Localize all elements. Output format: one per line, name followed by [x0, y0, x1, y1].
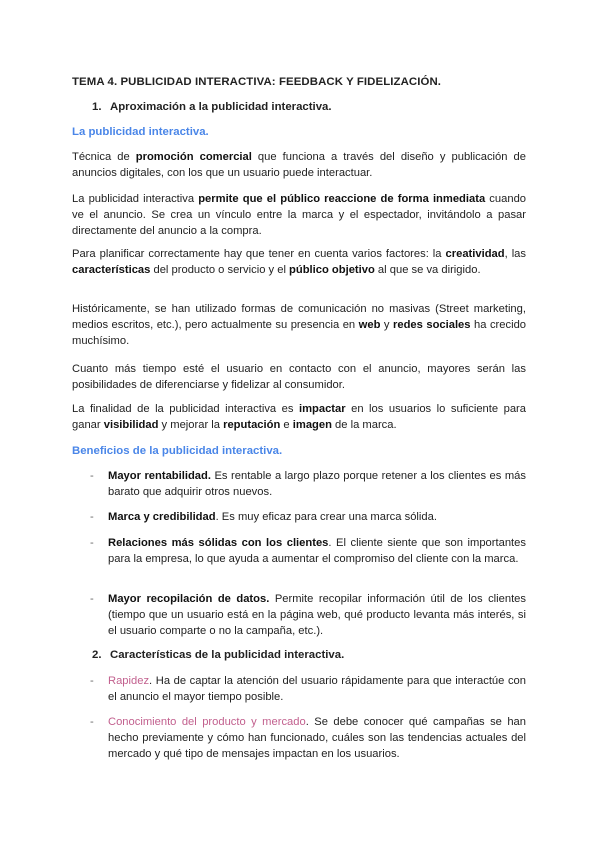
list-item-feature: - Conocimiento del producto y mercado. Se debe conocer qué campañas se han hecho previamente y cómo han funcionado, cuáles son las tendencias actuales del mercado y qué tipo de mensajes impactan en los usuarios. [90, 716, 526, 760]
subheading-publicidad-interactiva: La publicidad interactiva. [72, 126, 209, 138]
list-dash: - [90, 470, 94, 482]
section-label: Aproximación a la publicidad interactiva. [110, 101, 332, 113]
section-heading-1 [92, 99, 332, 115]
paragraph-reaction: La publicidad interactiva permite que el público reaccione de forma inmediata cuando ve el anuncio. Se crea un vínculo entre la marca y el espectador, invitándolo a pasar directamente del anuncio a la compra. [72, 193, 527, 237]
list-dash: - [90, 511, 94, 523]
section-number: 1. [92, 101, 102, 113]
paragraph-history: Históricamente, se han utilizado formas de comunicación no masivas (Street marketing, medios escritos, etc.), pero actualmente su presencia en web y redes sociales ha crecido muchísimo. [72, 303, 527, 347]
document-title: TEMA 4. PUBLICIDAD INTERACTIVA: FEEDBACK Y FIDELIZACIÓN. [72, 76, 442, 88]
subheading-beneficios: Beneficios de la publicidad interactiva. [72, 445, 283, 457]
list-item-benefit: - Mayor recopilación de datos. Permite recopilar información útil de los clientes (tiempo que un usuario está en la página web, qué producto levanta más interés, si el usuario comparte o no la campaña, etc.). [90, 593, 526, 637]
list-dash: - [90, 675, 94, 687]
paragraph-factors: Para planificar correctamente hay que tener en cuenta varios factores: la creatividad, las características del producto o servicio y el público objetivo al que se va dirigido. [72, 248, 526, 276]
list-item-benefit: - Marca y credibilidad. Es muy eficaz para crear una marca sólida. [90, 511, 437, 523]
list-item-benefit: - Mayor rentabilidad. Es rentable a largo plazo porque retener a los clientes es más barato que adquirir otros nuevos. [90, 470, 526, 498]
section-label: Características de la publicidad interactiva. [110, 649, 345, 661]
section-heading-2 [92, 647, 344, 663]
paragraph-purpose: La finalidad de la publicidad interactiva es impactar en los usuarios lo suficiente para ganar visibilidad y mejorar la reputación e imagen de la marca. [72, 403, 527, 431]
section-number: 2. [92, 649, 102, 661]
list-dash: - [90, 593, 94, 605]
paragraph-contact-time: Cuanto más tiempo esté el usuario en contacto con el anuncio, mayores serán las posibilidades de diferenciarse y fidelizar al consumidor. [72, 363, 526, 391]
list-dash: - [90, 716, 94, 728]
list-item-benefit: - Relaciones más sólidas con los clientes. El cliente siente que son importantes para la empresa, lo que ayuda a aumentar el compromiso del cliente con la marca. [90, 537, 526, 565]
list-item-feature: - Rapidez. Ha de captar la atención del usuario rápidamente para que interactúe con el anuncio el mayor tiempo posible. [90, 675, 526, 703]
list-dash: - [90, 537, 94, 549]
paragraph-definition: Técnica de promoción comercial que funciona a través del diseño y publicación de anuncios digitales, con los que un usuario puede interactuar. [72, 151, 526, 179]
